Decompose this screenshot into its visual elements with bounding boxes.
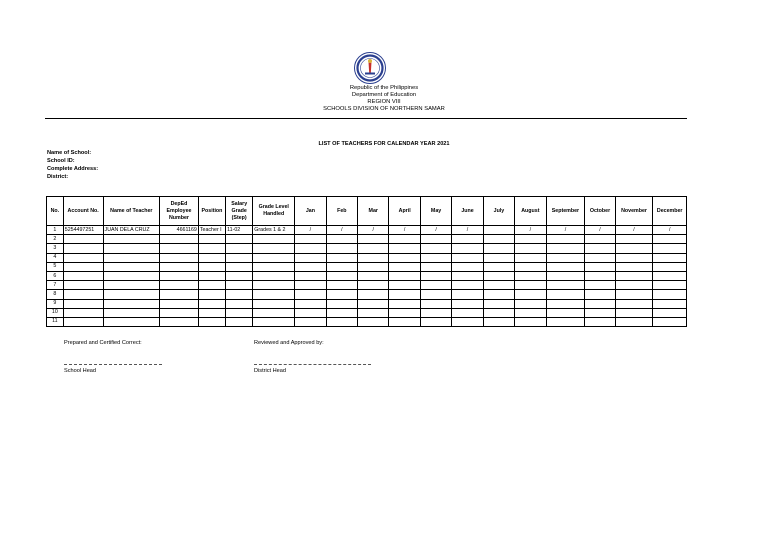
table-cell: [653, 299, 687, 308]
table-cell: [653, 308, 687, 317]
table-cell: [253, 244, 295, 253]
table-cell: [585, 299, 615, 308]
table-cell: [483, 262, 514, 271]
table-cell: [358, 317, 389, 326]
header-rule: [45, 118, 687, 119]
table-cell: [358, 271, 389, 280]
table-cell: [420, 244, 451, 253]
column-header: October: [585, 197, 615, 226]
table-cell: [585, 317, 615, 326]
table-cell: [198, 262, 225, 271]
table-cell: [483, 281, 514, 290]
table-row: [47, 308, 687, 317]
table-cell: [389, 271, 420, 280]
table-cell: [198, 244, 225, 253]
header-line-division: SCHOOLS DIVISION OF NORTHERN SAMAR: [323, 106, 445, 112]
table-cell: [226, 308, 253, 317]
table-cell: [483, 308, 514, 317]
table-cell: [226, 281, 253, 290]
document-title: LIST OF TEACHERS FOR CALENDAR YEAR 2021: [318, 141, 450, 147]
table-cell: [515, 235, 546, 244]
table-cell: 2: [47, 235, 64, 244]
table-cell: [515, 299, 546, 308]
table-cell: [326, 253, 357, 262]
table-cell: [653, 235, 687, 244]
table-cell: [198, 317, 225, 326]
table-cell: [483, 299, 514, 308]
table-cell: [103, 244, 160, 253]
table-cell: [615, 299, 653, 308]
table-cell: [295, 253, 326, 262]
table-cell: [358, 308, 389, 317]
reviewed-signature-line: [254, 364, 371, 365]
table-cell: [389, 299, 420, 308]
table-cell: 8: [47, 290, 64, 299]
table-cell: /: [515, 226, 546, 235]
table-cell: [226, 253, 253, 262]
table-cell: [585, 271, 615, 280]
table-cell: /: [358, 226, 389, 235]
table-cell: [515, 244, 546, 253]
table-cell: [160, 262, 199, 271]
table-cell: [63, 271, 103, 280]
table-cell: [389, 244, 420, 253]
table-cell: [160, 290, 199, 299]
column-header: November: [615, 197, 653, 226]
table-cell: [483, 226, 514, 235]
column-header: April: [389, 197, 420, 226]
table-cell: [103, 271, 160, 280]
table-cell: [326, 271, 357, 280]
reviewed-role: District Head: [254, 368, 287, 374]
table-cell: [103, 253, 160, 262]
table-cell: [226, 262, 253, 271]
table-cell: [452, 317, 483, 326]
table-cell: [253, 253, 295, 262]
table-cell: [452, 271, 483, 280]
table-cell: [103, 290, 160, 299]
table-cell: [160, 308, 199, 317]
table-cell: [515, 271, 546, 280]
table-row: [47, 271, 687, 280]
table-cell: [420, 235, 451, 244]
table-cell: [452, 253, 483, 262]
column-header: Position: [198, 197, 225, 226]
table-cell: [326, 235, 357, 244]
table-cell: [546, 262, 585, 271]
table-cell: [103, 308, 160, 317]
table-cell: Teacher I: [198, 226, 225, 235]
table-cell: [198, 308, 225, 317]
table-cell: [515, 317, 546, 326]
table-cell: [515, 290, 546, 299]
table-cell: [452, 290, 483, 299]
table-cell: [198, 253, 225, 262]
table-cell: [326, 244, 357, 253]
table-cell: [358, 299, 389, 308]
column-header: Feb: [326, 197, 357, 226]
table-cell: [160, 299, 199, 308]
table-cell: [546, 299, 585, 308]
table-cell: [63, 317, 103, 326]
table-cell: [253, 290, 295, 299]
table-cell: [295, 299, 326, 308]
table-cell: [63, 290, 103, 299]
table-cell: [653, 244, 687, 253]
table-cell: 6: [47, 271, 64, 280]
table-cell: [420, 271, 451, 280]
table-cell: [103, 281, 160, 290]
column-header: No.: [47, 197, 64, 226]
column-header: December: [653, 197, 687, 226]
table-cell: [326, 299, 357, 308]
table-row: [47, 299, 687, 308]
table-cell: [253, 235, 295, 244]
column-header: July: [483, 197, 514, 226]
prepared-label: Prepared and Certified Correct:: [64, 340, 142, 346]
table-cell: [198, 271, 225, 280]
table-cell: 1: [47, 226, 64, 235]
table-cell: [358, 253, 389, 262]
table-row: [47, 235, 687, 244]
table-cell: [326, 290, 357, 299]
column-header: Grade Level Handled: [253, 197, 295, 226]
table-cell: [515, 308, 546, 317]
table-cell: [653, 271, 687, 280]
table-cell: [452, 281, 483, 290]
table-cell: [653, 290, 687, 299]
table-cell: [63, 253, 103, 262]
table-cell: [389, 235, 420, 244]
table-cell: [420, 262, 451, 271]
table-cell: [198, 299, 225, 308]
table-cell: [63, 244, 103, 253]
table-cell: [226, 290, 253, 299]
table-cell: [389, 317, 420, 326]
table-cell: [253, 271, 295, 280]
table-cell: [389, 281, 420, 290]
table-cell: [653, 317, 687, 326]
table-cell: 5254497251: [63, 226, 103, 235]
table-cell: [515, 253, 546, 262]
table-cell: /: [452, 226, 483, 235]
header-line-republic: Republic of the Philippines: [349, 85, 419, 91]
table-row: [47, 262, 687, 271]
info-complete-address: Complete Address:: [47, 166, 99, 172]
table-cell: [160, 244, 199, 253]
table-cell: [615, 271, 653, 280]
table-cell: [452, 299, 483, 308]
table-cell: 11-02: [226, 226, 253, 235]
table-cell: [253, 308, 295, 317]
column-header: Account No.: [63, 197, 103, 226]
table-cell: [546, 253, 585, 262]
table-cell: [160, 235, 199, 244]
table-cell: [253, 299, 295, 308]
table-cell: [226, 299, 253, 308]
table-cell: [326, 262, 357, 271]
table-cell: [295, 271, 326, 280]
table-cell: 7: [47, 281, 64, 290]
table-row: [47, 317, 687, 326]
table-cell: 5: [47, 262, 64, 271]
prepared-signature-line: [64, 364, 162, 365]
table-cell: [295, 262, 326, 271]
table-cell: [420, 290, 451, 299]
table-cell: [226, 317, 253, 326]
table-cell: [63, 281, 103, 290]
column-header: Salary Grade (Step): [226, 197, 253, 226]
table-cell: [420, 281, 451, 290]
table-cell: [452, 308, 483, 317]
table-cell: [358, 244, 389, 253]
table-cell: [452, 244, 483, 253]
table-cell: [326, 281, 357, 290]
table-cell: [389, 308, 420, 317]
table-cell: [295, 290, 326, 299]
table-cell: [160, 271, 199, 280]
table-cell: [420, 308, 451, 317]
table-cell: [358, 281, 389, 290]
table-cell: [389, 253, 420, 262]
table-cell: [483, 235, 514, 244]
table-cell: [420, 317, 451, 326]
table-row: [47, 244, 687, 253]
table-cell: /: [615, 226, 653, 235]
table-header-row: [47, 197, 687, 226]
table-cell: 4661169: [160, 226, 199, 235]
table-cell: [615, 317, 653, 326]
table-cell: [198, 281, 225, 290]
table-cell: [615, 262, 653, 271]
table-cell: [585, 244, 615, 253]
table-row: [47, 253, 687, 262]
table-cell: [198, 235, 225, 244]
column-header: June: [452, 197, 483, 226]
table-cell: [295, 281, 326, 290]
deped-seal-icon: [354, 52, 386, 84]
table-cell: [483, 271, 514, 280]
table-row: [47, 290, 687, 299]
table-cell: JUAN DELA CRUZ: [103, 226, 160, 235]
table-cell: /: [326, 226, 357, 235]
table-cell: [253, 317, 295, 326]
table-cell: [358, 235, 389, 244]
table-row: [47, 226, 687, 235]
table-cell: [546, 308, 585, 317]
info-name-of-school: Name of School:: [47, 150, 92, 156]
table-cell: [295, 317, 326, 326]
prepared-role: School Head: [64, 368, 97, 374]
table-cell: [295, 235, 326, 244]
table-cell: [358, 262, 389, 271]
table-cell: [160, 317, 199, 326]
table-cell: [483, 244, 514, 253]
table-cell: [103, 317, 160, 326]
table-cell: [63, 235, 103, 244]
table-cell: [653, 253, 687, 262]
table-cell: [103, 262, 160, 271]
column-header: May: [420, 197, 451, 226]
table-cell: [253, 281, 295, 290]
table-cell: [546, 290, 585, 299]
table-cell: /: [546, 226, 585, 235]
table-cell: [515, 262, 546, 271]
table-cell: 3: [47, 244, 64, 253]
table-cell: [452, 235, 483, 244]
table-cell: 10: [47, 308, 64, 317]
table-cell: [653, 262, 687, 271]
table-cell: [63, 299, 103, 308]
table-cell: [389, 290, 420, 299]
table-cell: [103, 299, 160, 308]
table-cell: [160, 253, 199, 262]
table-cell: [326, 317, 357, 326]
column-header: Mar: [358, 197, 389, 226]
info-district: District:: [47, 174, 69, 180]
table-cell: 4: [47, 253, 64, 262]
table-cell: [615, 308, 653, 317]
column-header: September: [546, 197, 585, 226]
table-cell: [615, 281, 653, 290]
table-cell: [483, 253, 514, 262]
table-cell: [358, 290, 389, 299]
column-header: August: [515, 197, 546, 226]
table-cell: [585, 290, 615, 299]
table-cell: [295, 308, 326, 317]
table-cell: [515, 281, 546, 290]
table-cell: [585, 253, 615, 262]
table-cell: [483, 317, 514, 326]
table-cell: [546, 271, 585, 280]
table-cell: 9: [47, 299, 64, 308]
table-cell: [615, 253, 653, 262]
table-cell: [420, 253, 451, 262]
table-cell: /: [653, 226, 687, 235]
table-cell: /: [389, 226, 420, 235]
header-line-region: REGION VIII: [367, 99, 401, 105]
table-cell: [63, 262, 103, 271]
table-cell: [483, 290, 514, 299]
table-cell: [615, 290, 653, 299]
table-cell: [226, 235, 253, 244]
table-cell: [389, 262, 420, 271]
table-cell: [546, 281, 585, 290]
table-row: [47, 281, 687, 290]
table-cell: [585, 235, 615, 244]
info-school-id: School ID:: [47, 158, 75, 164]
table-cell: [615, 235, 653, 244]
table-cell: [420, 299, 451, 308]
table-cell: [585, 262, 615, 271]
table-cell: [63, 308, 103, 317]
table-cell: [653, 281, 687, 290]
table-cell: [585, 308, 615, 317]
table-cell: [326, 308, 357, 317]
table-cell: [452, 262, 483, 271]
table-cell: [253, 262, 295, 271]
table-cell: [546, 317, 585, 326]
table-cell: [160, 281, 199, 290]
table-cell: /: [420, 226, 451, 235]
table-cell: /: [295, 226, 326, 235]
table-cell: [546, 244, 585, 253]
table-cell: [103, 235, 160, 244]
table-cell: Grades 1 & 2: [253, 226, 295, 235]
teachers-table: [46, 196, 687, 327]
table-cell: [585, 281, 615, 290]
column-header: DepEd Employee Number: [160, 197, 199, 226]
table-cell: [546, 235, 585, 244]
table-cell: [295, 244, 326, 253]
table-cell: [198, 290, 225, 299]
header-line-department: Department of Education: [351, 92, 417, 98]
table-cell: [615, 244, 653, 253]
table-cell: [226, 244, 253, 253]
table-cell: /: [585, 226, 615, 235]
table-cell: [226, 271, 253, 280]
table-cell: 11: [47, 317, 64, 326]
column-header: Name of Teacher: [103, 197, 160, 226]
reviewed-label: Reviewed and Approved by:: [254, 340, 324, 346]
column-header: Jan: [295, 197, 326, 226]
